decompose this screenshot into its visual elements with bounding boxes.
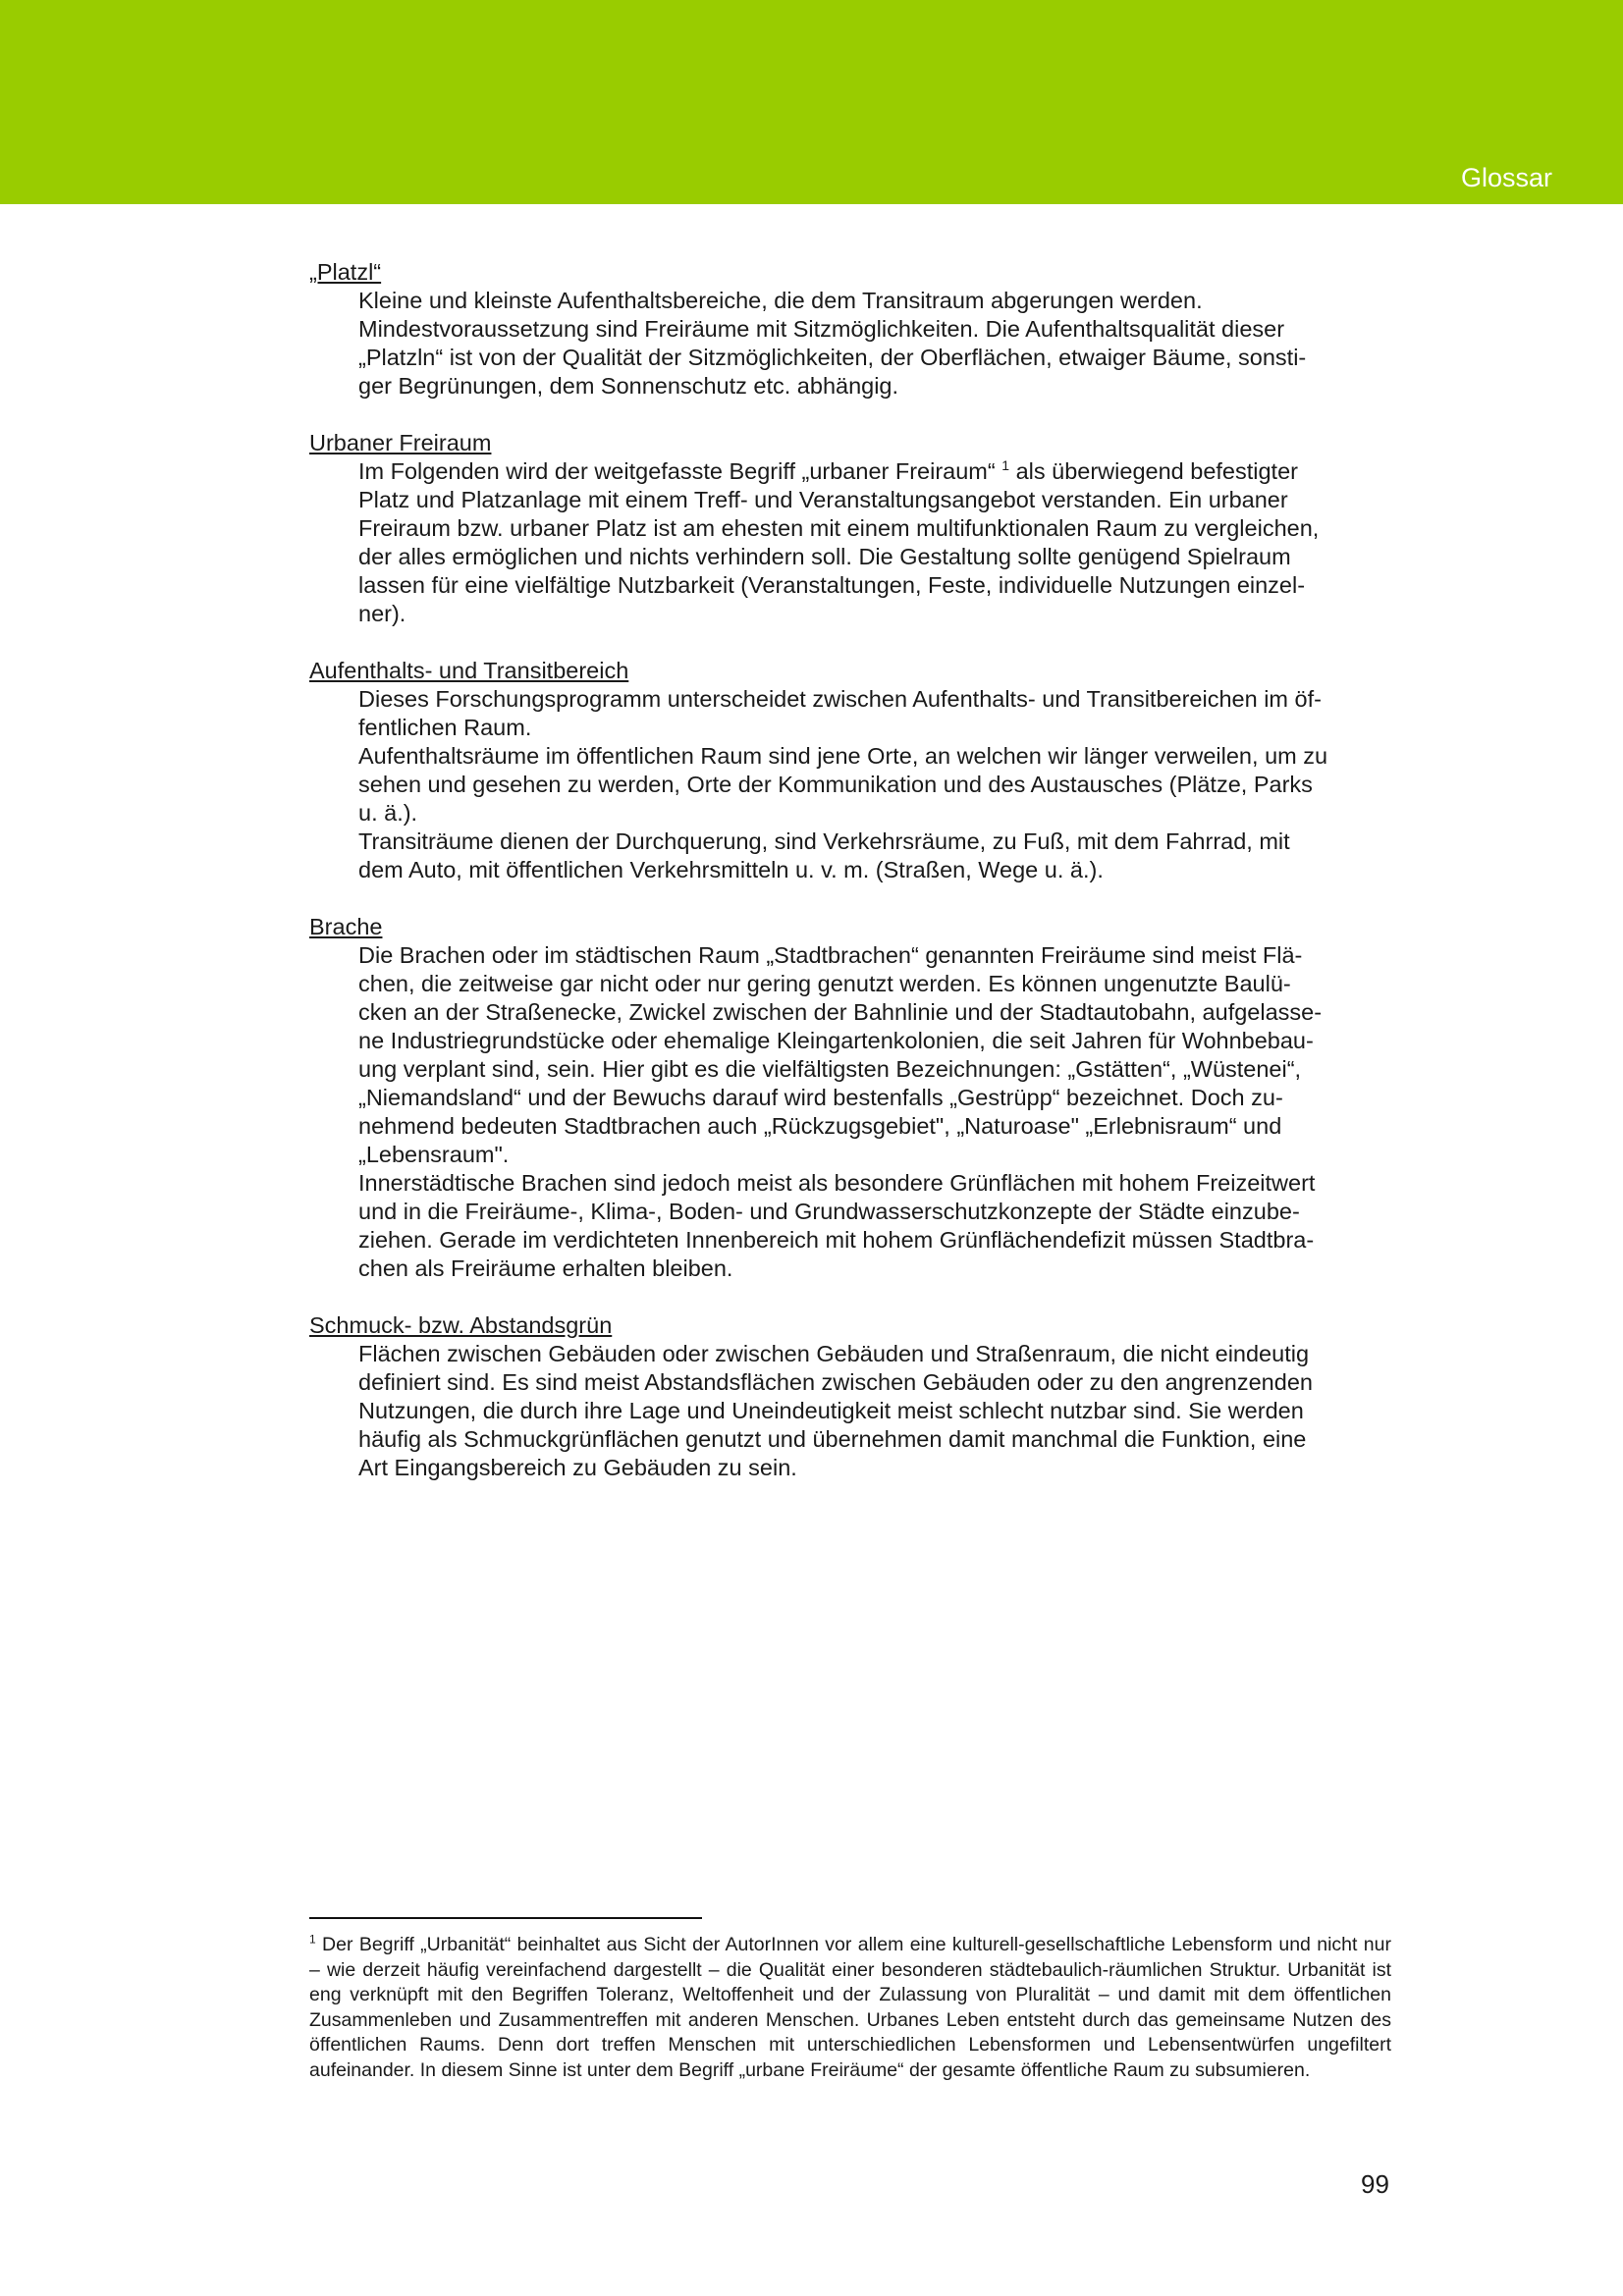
glossary-term: „Platzl“: [309, 259, 382, 285]
definition-line: Flächen zwischen Gebäuden oder zwischen Gebäuden und Straßenraum, die nicht eindeutig: [358, 1341, 1310, 1366]
definition-line: und in die Freiräume-, Klima-, Boden- und Grundwasserschutzkonzepte der Städte einzube-: [358, 1199, 1300, 1224]
definition-line: chen, die zeitweise gar nicht oder nur gering genutzt werden. Es können ungenutzte Baulü-: [358, 971, 1291, 996]
page-number: 99: [1361, 2169, 1389, 2199]
glossary-entry-abstandsgruen: [309, 1311, 1389, 1482]
footnote-text: Der Begriff „Urbanität“ beinhaltet aus Sicht der AutorInnen vor allem eine kulturell-gesellschaftliche Lebensform und nicht nur – wie derzeit häufig vereinfachend dargestellt – die Qualität einer besonderen städtebaulich-räumlichen Struktur. Urbanität ist eng verknüpft mit den Begriffen Toleranz, Weltoffenheit und der Zulassung von Pluralität – und damit mit dem öffentlichen Zusammenleben und Zusammentreffen mit anderen Menschen. Urbanes Leben entsteht durch das gemeinsame Nutzen des öffentlichen Raums. Denn dort treffen Menschen mit unterschiedlichen Lebensformen und Lebensentwürfen ungefiltert aufeinander. In diesem Sinne ist unter dem Begriff „urbane Freiräume“ der gesamte öffentliche Raum zu subsumieren.: [309, 1934, 1391, 2081]
definition-line: „Lebensraum".: [358, 1142, 510, 1167]
definition-line: Art Eingangsbereich zu Gebäuden zu sein.: [358, 1455, 797, 1480]
definition-line: u. ä.).: [358, 800, 418, 826]
definition-line: sehen und gesehen zu werden, Orte der Kommunikation und des Austausches (Plätze, Parks: [358, 772, 1313, 797]
definition-line: Nutzungen, die durch ihre Lage und Uneindeutigkeit meist schlecht nutzbar sind. Sie werden: [358, 1398, 1304, 1423]
definition-line: lassen für eine vielfältige Nutzbarkeit (Veranstaltungen, Feste, individuelle Nutzungen einzel-: [358, 572, 1306, 598]
definition-line: „Niemandsland“ und der Bewuchs darauf wird bestenfalls „Gestrüpp“ bezeichnet. Doch zu-: [358, 1085, 1283, 1110]
definition-text: als überwiegend befestigter: [1009, 458, 1298, 484]
definition-line: „Platzln“ ist von der Qualität der Sitzmöglichkeiten, der Oberflächen, etwaiger Bäume, sonsti-: [358, 345, 1307, 370]
glossary-entry-platzl: [309, 258, 1389, 400]
glossary-definition: [309, 1340, 1389, 1482]
glossary-definition: [309, 941, 1389, 1283]
glossary-term: Aufenthalts- und Transitbereich: [309, 658, 629, 683]
definition-line: ner).: [358, 601, 406, 626]
definition-line: Die Brachen oder im städtischen Raum „Stadtbrachen“ genannten Freiräume sind meist Flä-: [358, 942, 1303, 968]
definition-line: cken an der Straßenecke, Zwickel zwischen der Bahnlinie und der Stadtautobahn, aufgelasse-: [358, 999, 1323, 1025]
definition-line: Dieses Forschungsprogramm unterscheidet zwischen Aufenthalts- und Transitbereichen im öf-: [358, 686, 1322, 712]
definition-line: Mindestvoraussetzung sind Freiräume mit Sitzmöglichkeiten. Die Aufenthaltsqualität dieser: [358, 316, 1285, 342]
glossary-term: Urbaner Freiraum: [309, 430, 492, 455]
glossary-term: Schmuck- bzw. Abstandsgrün: [309, 1312, 613, 1338]
definition-line: der alles ermöglichen und nichts verhindern soll. Die Gestaltung sollte genügend Spielraum: [358, 544, 1291, 569]
footnote-mark: 1: [309, 1932, 316, 1947]
definition-line: ne Industriegrundstücke oder ehemalige Kleingartenkolonien, die seit Jahren für Wohnbebau-: [358, 1028, 1314, 1053]
definition-line: dem Auto, mit öffentlichen Verkehrsmitteln u. v. m. (Straßen, Wege u. ä.).: [358, 857, 1104, 882]
header-bar: [0, 0, 1623, 204]
section-title: Glossar: [1460, 163, 1552, 192]
glossary-definition: [309, 287, 1389, 400]
glossary-content: [309, 258, 1389, 1511]
definition-line: häufig als Schmuckgrünflächen genutzt und übernehmen damit manchmal die Funktion, eine: [358, 1426, 1307, 1452]
footnote-reference[interactable]: 1: [1001, 457, 1010, 474]
glossary-term: Brache: [309, 914, 383, 939]
footnote: [309, 1933, 1391, 2083]
definition-line: Freiraum bzw. urbaner Platz ist am ehesten mit einem multifunktionalen Raum zu vergleichen,: [358, 515, 1320, 541]
definition-line: ziehen. Gerade im verdichteten Innenbereich mit hohem Grünflächendefizit müssen Stadtbra-: [358, 1227, 1315, 1253]
glossary-entry-urbaner-freiraum: [309, 429, 1389, 628]
definition-line: ung verplant sind, sein. Hier gibt es die vielfältigsten Bezeichnungen: „Gstätten“, „Wüstenei“,: [358, 1056, 1302, 1082]
definition-line: nehmend bedeuten Stadtbrachen auch „Rückzugsgebiet", „Naturoase" „Erlebnisraum“ und: [358, 1113, 1282, 1139]
glossary-entry-aufenthalts-transitbereich: [309, 657, 1389, 884]
definition-line: Platz und Platzanlage mit einem Treff- und Veranstaltungsangebot verstanden. Ein urbaner: [358, 487, 1288, 512]
definition-line: Transiträume dienen der Durchquerung, sind Verkehrsräume, zu Fuß, mit dem Fahrrad, mit: [358, 828, 1290, 854]
definition-line: [358, 457, 1389, 486]
glossary-definition: [309, 685, 1389, 884]
definition-line: definiert sind. Es sind meist Abstandsflächen zwischen Gebäuden oder zu den angrenzenden: [358, 1369, 1313, 1395]
definition-line: ger Begrünungen, dem Sonnenschutz etc. abhängig.: [358, 373, 899, 399]
definition-line: Aufenthaltsräume im öffentlichen Raum sind jene Orte, an welchen wir länger verweilen, um zu: [358, 743, 1328, 769]
glossary-entry-brache: [309, 913, 1389, 1283]
definition-line: fentlichen Raum.: [358, 715, 532, 740]
glossary-definition: [309, 457, 1389, 628]
definition-line: Innerstädtische Brachen sind jedoch meist als besondere Grünflächen mit hohem Freizeitwert: [358, 1170, 1316, 1196]
definition-line: Kleine und kleinste Aufenthaltsbereiche, die dem Transitraum abgerungen werden.: [358, 288, 1203, 313]
definition-text: Im Folgenden wird der weitgefasste Begriff „urbaner Freiraum“: [358, 458, 1002, 484]
definition-line: chen als Freiräume erhalten bleiben.: [358, 1255, 733, 1281]
footnote-divider: [309, 1917, 702, 1919]
